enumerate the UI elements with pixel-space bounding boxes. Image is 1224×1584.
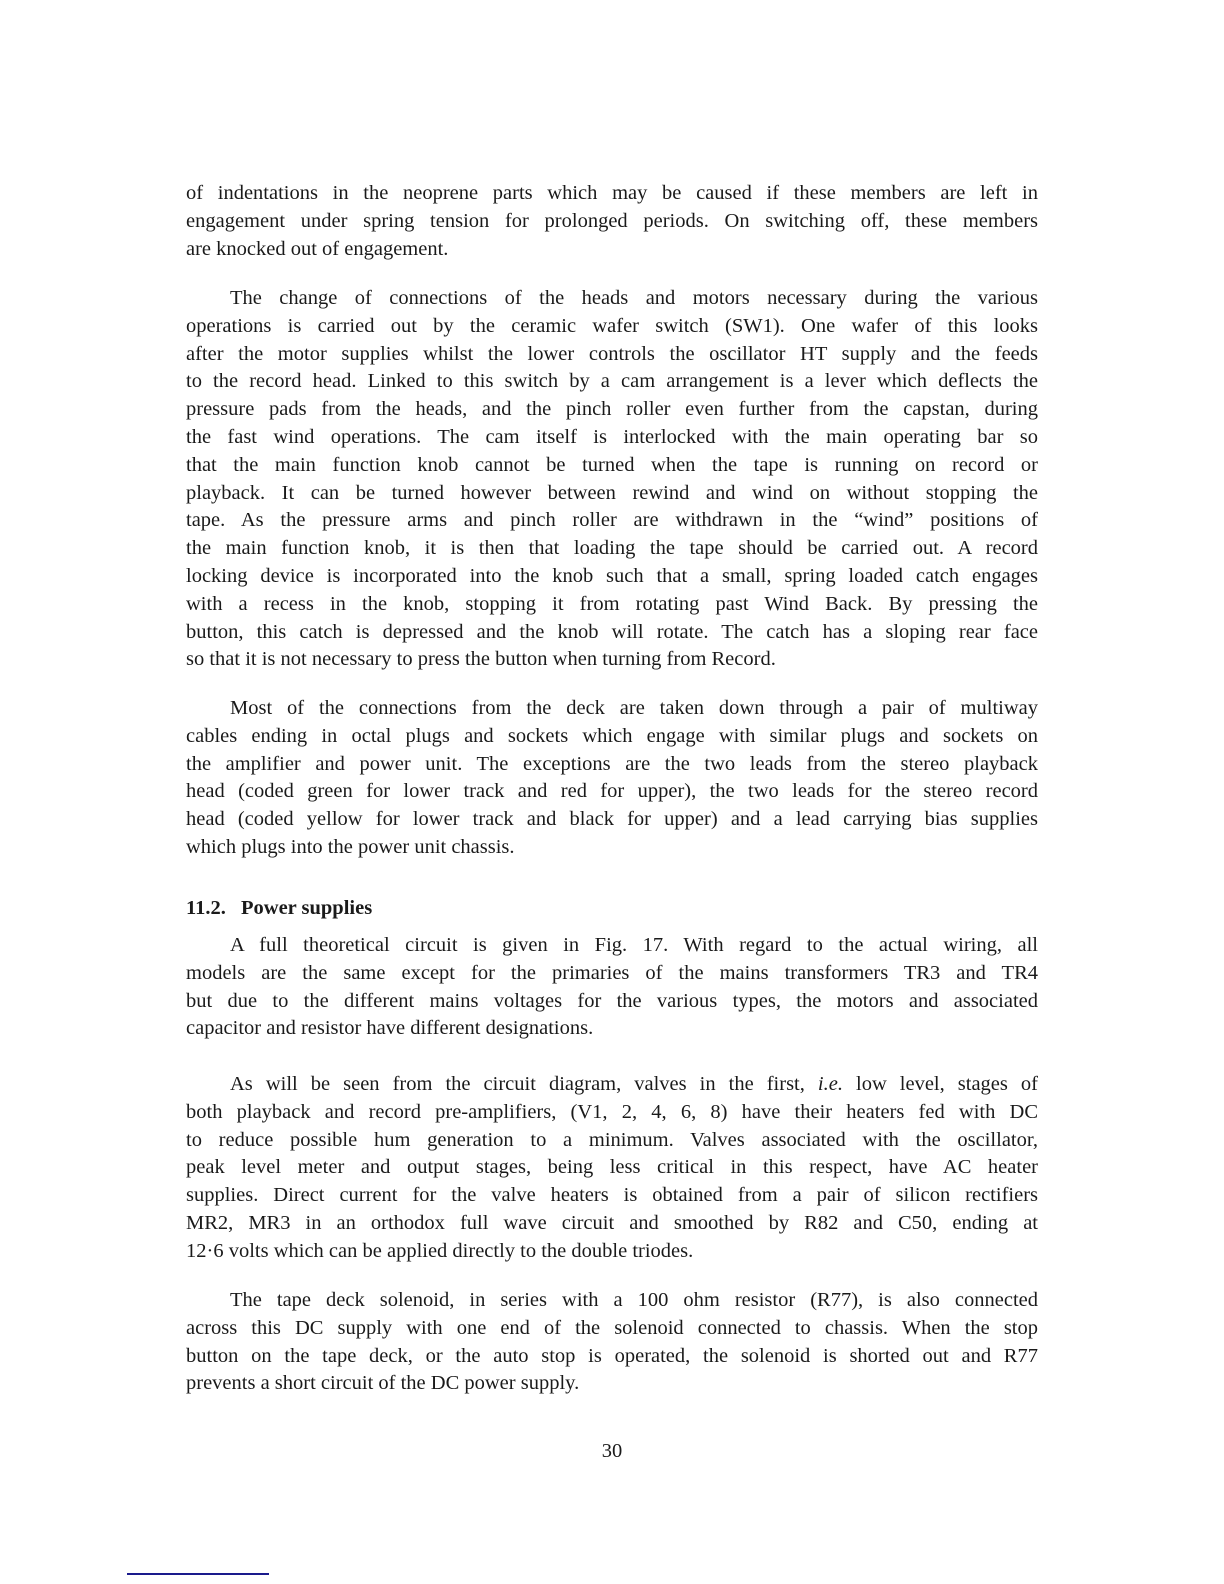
text-line: MR2, MR3 in an orthodox full wave circuit and smoothed by R82 and C50, ending at	[186, 1211, 1038, 1234]
text-line: both playback and record pre-amplifiers, (V1, 2, 4, 6, 8) have their heaters fed with DC	[186, 1100, 1038, 1123]
text-line: to reduce possible hum generation to a minimum. Valves associated with the oscillator,	[186, 1128, 1038, 1151]
section-heading	[186, 895, 372, 923]
text-line: the amplifier and power unit. The exceptions are the two leads from the stereo playback	[186, 752, 1038, 775]
text-line: prevents a short circuit of the DC power supply.	[186, 1372, 580, 1395]
text-line: so that it is not necessary to press the button when turning from Record.	[186, 648, 776, 671]
text-line: with a recess in the knob, stopping it from rotating past Wind Back. By pressing the	[186, 592, 1038, 615]
text-line: across this DC supply with one end of the solenoid connected to chassis. When the stop	[186, 1316, 1038, 1339]
text-line: tape. As the pressure arms and pinch roller are withdrawn in the “wind” positions of	[186, 509, 1038, 532]
text-line: the main function knob, it is then that loading the tape should be carried out. A record	[186, 537, 1038, 560]
text-line: The tape deck solenoid, in series with a 100 ohm resistor (R77), is also connected	[230, 1289, 1038, 1311]
text-line: button on the tape deck, or the auto stop is operated, the solenoid is shorted out and R77	[186, 1344, 1038, 1367]
text-line: operations is carried out by the ceramic wafer switch (SW1). One wafer of this looks	[186, 314, 1038, 337]
text-line: the fast wind operations. The cam itself is interlocked with the main operating bar so	[186, 425, 1038, 448]
text-line: capacitor and resistor have different designations.	[186, 1017, 594, 1040]
text-line: but due to the different mains voltages for the various types, the motors and associated	[186, 989, 1038, 1012]
text-line: button, this catch is depressed and the knob will rotate. The catch has a sloping rear face	[186, 620, 1038, 643]
text-line: A full theoretical circuit is given in Fig. 17. With regard to the actual wiring, all	[230, 934, 1038, 956]
paragraph-continuation	[186, 180, 1038, 263]
text-segment: low level, stages of	[842, 1073, 1038, 1095]
italic-text: i.e.	[817, 1073, 843, 1095]
text-line: head (coded green for lower track and red for upper), the two leads for the stereo record	[186, 780, 1038, 803]
text-line: playback. It can be turned however between rewind and wind on without stopping the	[186, 481, 1038, 504]
text-line: cables ending in octal plugs and sockets which engage with similar plugs and sockets on	[186, 724, 1038, 747]
text-line: are knocked out of engagement.	[186, 237, 449, 260]
text-line: that the main function knob cannot be turned when the tape is running on record or	[186, 453, 1038, 476]
text-line: which plugs into the power unit chassis.	[186, 835, 515, 858]
text-line: The change of connections of the heads and motors necessary during the various	[230, 287, 1038, 309]
text-line: to the record head. Linked to this switch by a cam arrangement is a lever which deflects the	[186, 370, 1038, 393]
text-line	[186, 1071, 1038, 1099]
text-line: supplies. Direct current for the valve heaters is obtained from a pair of silicon rectifiers	[186, 1184, 1038, 1207]
text-line: models are the same except for the primaries of the mains transformers TR3 and TR4	[186, 961, 1038, 984]
paragraph-connections	[186, 695, 1038, 862]
paragraph-heaters	[186, 1071, 1038, 1266]
text-line: peak level meter and output stages, being less critical in this respect, have AC heater	[186, 1156, 1038, 1179]
text-segment: As will be seen from the circuit diagram, valves in the first,	[230, 1073, 818, 1095]
paragraph-wafer-switch	[186, 285, 1038, 674]
text-line: of indentations in the neoprene parts which may be caused if these members are left in	[186, 182, 1038, 204]
page-number: 30	[601, 1440, 623, 1462]
section-number: 11.2.	[186, 897, 226, 919]
text-line: Most of the connections from the deck are taken down through a pair of multiway	[230, 697, 1038, 719]
text-line: engagement under spring tension for prolonged periods. On switching off, these members	[186, 209, 1038, 232]
text-line: 12·6 volts which can be applied directly to the double triodes.	[186, 1239, 694, 1262]
text-line: after the motor supplies whilst the lower controls the oscillator HT supply and the feeds	[186, 342, 1038, 365]
paragraph-solenoid	[186, 1287, 1038, 1398]
paragraph-circuit	[186, 932, 1038, 1043]
footer-rule	[127, 1573, 269, 1575]
text-line: pressure pads from the heads, and the pinch roller even further from the capstan, during	[186, 398, 1038, 421]
text-line: head (coded yellow for lower track and black for upper) and a lead carrying bias supplies	[186, 808, 1038, 831]
section-title: Power supplies	[241, 897, 373, 919]
text-line: locking device is incorporated into the knob such that a small, spring loaded catch engages	[186, 564, 1038, 587]
